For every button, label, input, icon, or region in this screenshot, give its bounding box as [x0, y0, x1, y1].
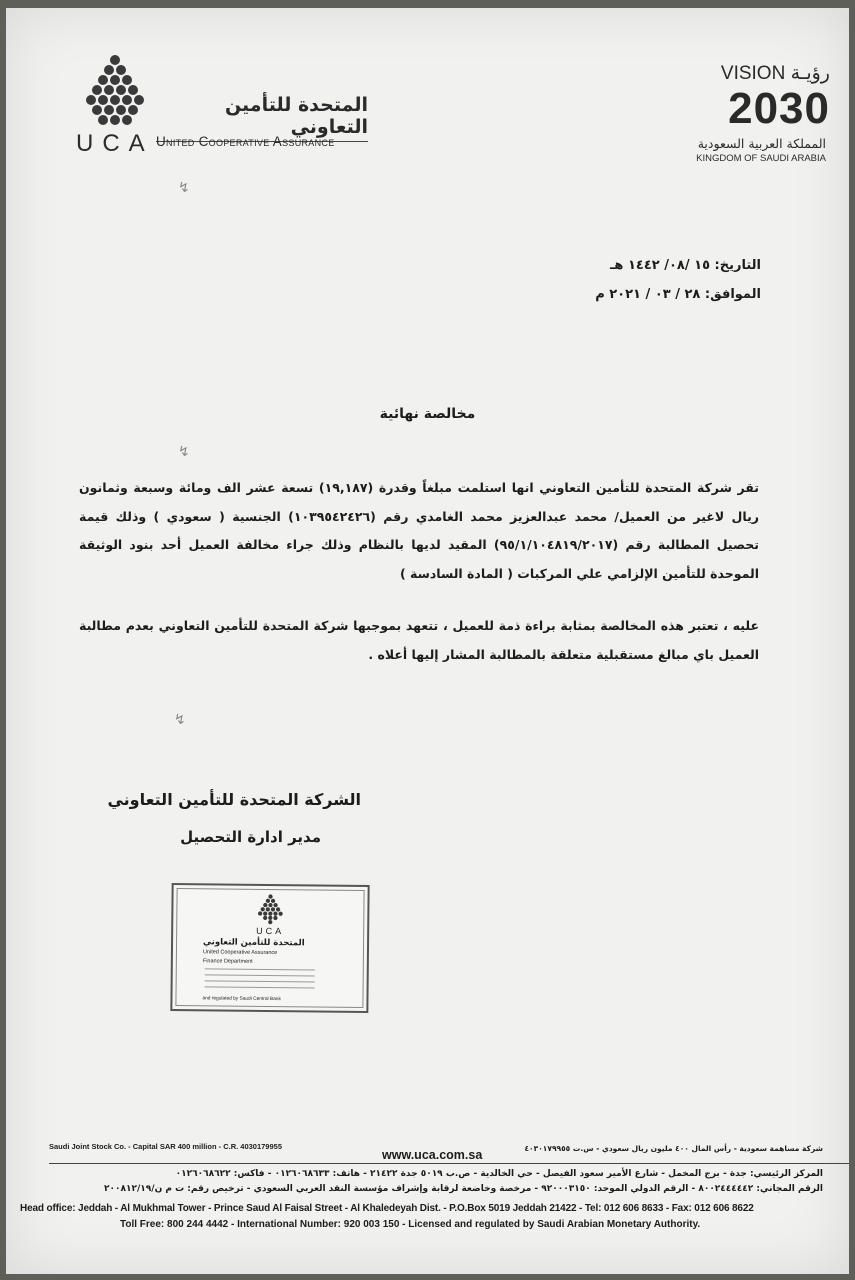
stamp-fine-print: [205, 968, 315, 993]
footer-company-info-ar: شركة مساهمة سعودية - رأس المال ٤٠٠ مليون ريال سعودي - س.ت ٤٠٣٠١٧٩٩٥٥: [524, 1144, 823, 1153]
hijri-date: التاريخ: ١٥ /٠٨/ ١٤٤٢ هـ: [609, 258, 761, 273]
scan-mark: ↯: [174, 712, 186, 728]
scan-mark: ↯: [178, 444, 190, 460]
stamp-department: Finance Department: [202, 958, 253, 965]
signature-company: الشركة المتحدة للتأمين التعاوني: [107, 790, 361, 809]
finance-stamp: [170, 883, 369, 1013]
scan-mark: ↯: [178, 180, 190, 196]
uca-logo: [72, 54, 372, 164]
document-page: [6, 8, 849, 1274]
footer-divider: [49, 1163, 849, 1164]
footer-license-ar: الرقم المجاني: ٨٠٠٢٤٤٤٤٤٢ - الرقم الدولي الموحد: ٩٢٠٠٠٣١٥٠ - مرخصة وخاضعة لرقابة وإشراف مؤسسة النقد العربي السعودي - ترخيص رقم: ت م ن/٢٠٠٨١٢/١٩: [104, 1184, 823, 1194]
vision-label: VISION رؤيـة: [720, 63, 830, 84]
uca-dots-icon: [80, 54, 150, 129]
vision-2030-logo: [686, 58, 836, 168]
stamp-regulation: and regulated by Saudi Central Bank: [202, 996, 281, 1003]
document-title: مخالصة نهائية: [379, 406, 476, 422]
footer-head-office-ar: المركز الرئيسي: جدة - برج المخمل - شارع الأمير سعود الفيصل - حي الخالدية - ص.ب ٥٠١٩ جدة ٢١٤٢٢ - هاتف: ٠١٢٦٠٦٨٦٣٣ - فاكس: ٠١٢٦٠٦٨٦٢٢: [175, 1169, 823, 1179]
stamp-company-en: United Cooperative Assurance: [202, 949, 278, 957]
company-name-en: United Cooperative Assurance: [156, 134, 335, 149]
stamp-uca-dots-icon: [255, 894, 285, 926]
uca-letters: UCA: [76, 130, 154, 157]
footer-head-office-en: Head office: Jeddah - Al Mukhmal Tower - Prince Saud Al Faisal Street - Al Khaledeyah Dist. - P.O.Box 5019 Jeddah 21422 - Tel: 012 606 8633 - Fax: 012 606 8622: [20, 1203, 754, 1214]
footer-website: www.uca.com.sa: [382, 1148, 483, 1162]
gregorian-date: الموافق: ٢٨ / ٠٣ / ٢٠٢١ م: [595, 287, 761, 302]
vision-number: 2030: [728, 84, 830, 133]
footer-license-en: Toll Free: 800 244 4442 - International Number: 920 003 150 - Licensed and regulated by Saudi Arabian Monetary Authority.: [120, 1219, 701, 1230]
footer-company-info-en: Saudi Joint Stock Co. - Capital SAR 400 million - C.R. 4030179955: [49, 1142, 282, 1151]
body-paragraph-2: عليه ، تعتبر هذه المخالصة بمثابة براءة ذمة للعميل ، تتعهد بموجبها شركة المتحدة للتأمين التعاوني بعدم مطالبة العميل باي مبالغ مستقبلية متعلقة بالمطالبة المشار إليها أعلاه .: [79, 618, 759, 662]
signature-role: مدير ادارة التحصيل: [180, 828, 321, 846]
kingdom-name-ar: المملكة العربية السعودية: [697, 136, 826, 151]
stamp-uca-letters: UCA: [256, 925, 285, 937]
kingdom-name-en: KINGDOM OF SAUDI ARABIA: [696, 153, 826, 164]
body-paragraph-1: تقر شركة المتحدة للتأمين التعاوني انها استلمت مبلغاً وقدرة (١٩,١٨٧) تسعة عشر الف ومائة وسبعة وثمانون ريال لاغير من العميل/ محمد عبدالعزيز محمد الغامدي رقم (١٠٣٩٥٤٢٤٢٦) الجنسية ( سعودي ) وذلك قيمة تحصيل المطالبة رقم (٩٥/١/١٠٤٨١٩/٢٠١٧) المقيد لديها بالنظام وذلك جراء مخالفة العميل أحد بنود الوثيقة الموحدة للتأمين الإلزامي علي المركبات ( المادة السادسة ): [79, 480, 759, 581]
stamp-company-ar: المتحدة للتأمين التعاوني: [203, 937, 305, 949]
company-name-ar: المتحدة للتأمين التعاوني: [156, 94, 368, 142]
